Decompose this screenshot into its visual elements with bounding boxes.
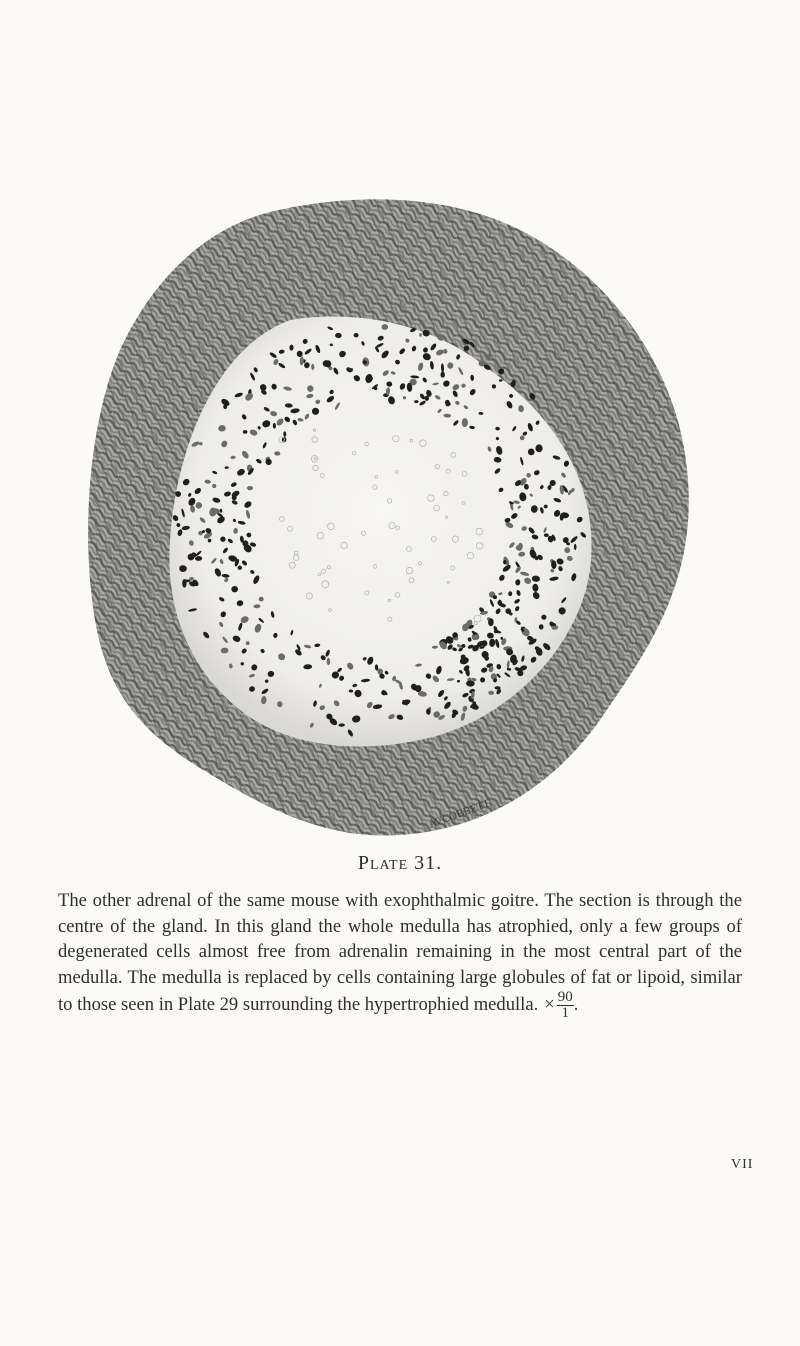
magnification: [544, 990, 578, 1021]
cell-mark: [247, 486, 253, 490]
description-text: The other adrenal of the same mouse with exophthalmic goitre. The section is through the centre of the gland. In this gland the whole medulla has atrophied, only a few groups of degenerated cells almost free from adrenalin remaining in the most central part of the medulla. The medulla is replaced by cells containing large globules of fat or lipoid, similar to those seen in Plate 29 surrounding the hypertrophied medulla.: [58, 890, 742, 1016]
cell-mark: [419, 333, 422, 337]
magnification-fraction: [557, 990, 574, 1021]
magnification-denominator: 1: [561, 1005, 569, 1022]
magnification-numerator: 90: [557, 989, 573, 1006]
page-number: VII: [731, 1157, 754, 1172]
plate-label: Plate: [357, 852, 409, 874]
plate-caption: [0, 852, 800, 875]
cell-mark: [441, 372, 445, 378]
artist-signature: AVCOBBETT.: [426, 796, 494, 831]
cell-mark: [539, 624, 544, 629]
plate-description: [58, 888, 742, 1021]
magnification-end: .: [573, 994, 579, 1016]
plate-illustration: [80, 190, 700, 850]
adrenal-section-drawing: [80, 190, 700, 850]
cell-mark: [488, 618, 494, 626]
description-paragraph: [58, 888, 742, 1021]
magnification-sign: ×: [544, 994, 555, 1016]
plate-number: 31.: [414, 852, 443, 874]
cell-mark: [466, 680, 475, 686]
